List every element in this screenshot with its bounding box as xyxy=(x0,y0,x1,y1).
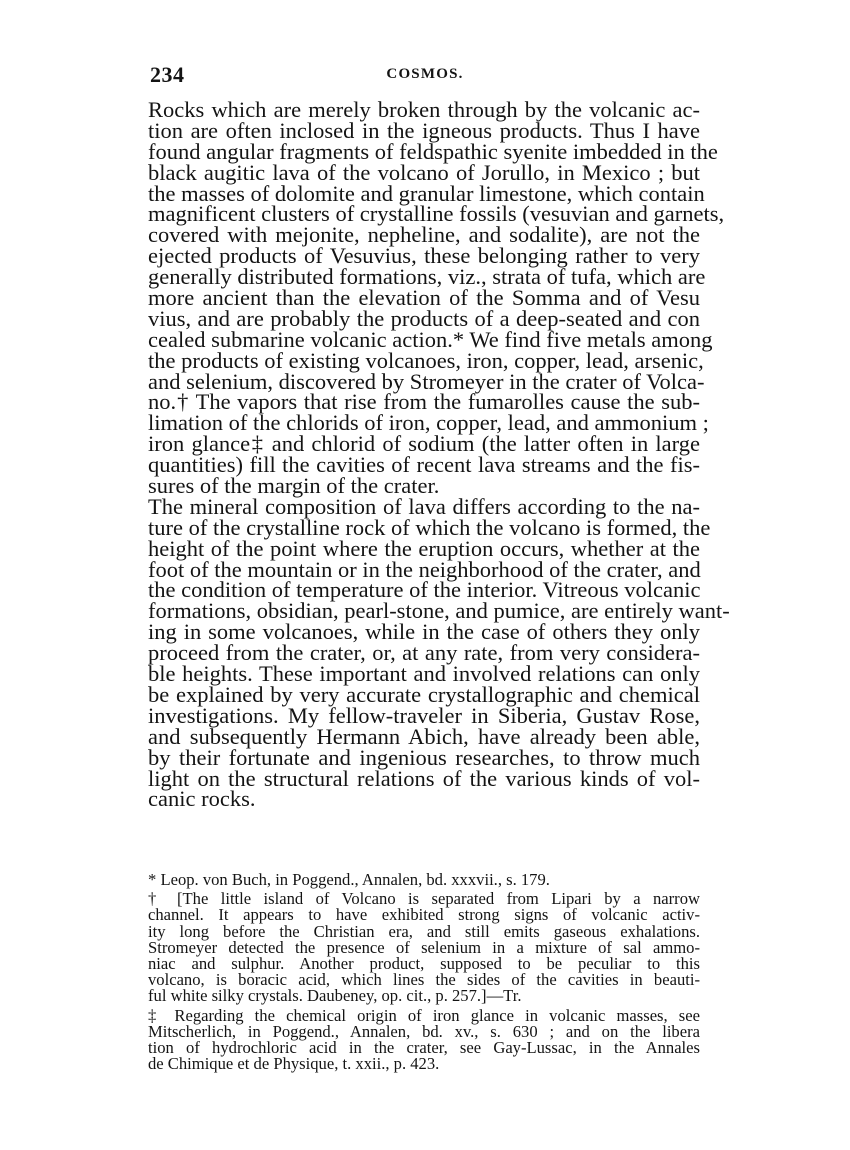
text-line: volcano, is boracic acid, which lines the sides of the cavities in beauti- xyxy=(148,970,700,990)
paragraph xyxy=(148,97,725,499)
text-line: tion of hydrochloric acid in the crater, see Gay-Lussac, in the Annales xyxy=(148,1037,700,1057)
text-line: light on the structural relations of the various kinds of vol- xyxy=(148,765,700,791)
page-number: 234 xyxy=(150,62,185,87)
text-line: channel. It appears to have exhibited strong signs of volcanic activ- xyxy=(148,905,700,925)
text-line: canic rocks. xyxy=(148,786,256,812)
text-line: ing in some volcanoes, while in the case of others they only xyxy=(148,619,700,645)
text-line: cealed submarine volcanic action.* We find five metals among xyxy=(148,326,713,352)
body-text xyxy=(148,97,730,812)
text-line: foot of the mountain or in the neighborhood of the crater, and xyxy=(148,556,701,582)
text-line: vius, and are probably the products of a deep-seated and con xyxy=(148,305,700,331)
text-line: the products of existing volcanoes, iron, copper, lead, arsenic, xyxy=(148,347,704,373)
text-line: niac and sulphur. Another product, supposed to be peculiar to this xyxy=(148,953,700,973)
footnote xyxy=(148,872,700,888)
text-line: and selenium, discovered by Stromeyer in the crater of Volca- xyxy=(148,368,705,394)
text-line: quantities) fill the cavities of recent lava streams and the fis- xyxy=(148,452,700,478)
text-line: the masses of dolomite and granular limestone, which contain xyxy=(148,180,705,206)
text-line: ‡ Regarding the chemical origin of iron glance in volcanic masses, see xyxy=(148,1005,700,1025)
text-line: generally distributed formations, viz., strata of tufa, which are xyxy=(148,264,706,290)
text-line: ity long before the Christian era, and still emits gaseous exhalations. xyxy=(148,921,700,941)
text-line: Stromeyer detected the presence of selenium in a mixture of sal ammo- xyxy=(148,937,700,957)
text-line: be explained by very accurate crystallographic and chemical xyxy=(148,681,700,707)
text-line: ble heights. These important and involved relations can only xyxy=(148,661,700,687)
text-line: covered with mejonite, nepheline, and sodalite), are not the xyxy=(148,222,700,248)
text-line: investigations. My fellow-traveler in Siberia, Gustav Rose, xyxy=(148,702,700,728)
running-title: COSMOS. xyxy=(386,66,464,82)
text-line: † [The little island of Volcano is separated from Lipari by a narrow xyxy=(148,889,700,909)
text-line: magnificent clusters of crystalline fossils (vesuvian and garnets, xyxy=(148,201,725,227)
text-line: proceed from the crater, or, at any rate, from very considera- xyxy=(148,640,700,666)
text-line: height of the point where the eruption occurs, whether at the xyxy=(148,535,700,561)
text-line: black augitic lava of the volcano of Jorullo, in Mexico ; but xyxy=(148,159,700,185)
footnotes xyxy=(148,872,700,1072)
text-line: Rocks which are merely broken through by the volcanic ac- xyxy=(148,97,700,122)
text-line: The mineral composition of lava differs according to the na- xyxy=(148,493,700,519)
text-line: formations, obsidian, pearl-stone, and pumice, are entirely want- xyxy=(148,598,730,624)
text-line: sures of the margin of the crater. xyxy=(148,473,440,499)
text-line: by their fortunate and ingenious researches, to throw much xyxy=(148,744,700,770)
text-line: no.† The vapors that rise from the fumarolles cause the sub- xyxy=(148,389,700,415)
footnote xyxy=(148,891,700,1004)
text-line: limation of the chlorids of iron, copper, lead, and ammonium ; xyxy=(148,410,709,436)
text-line: more ancient than the elevation of the Somma and of Vesu xyxy=(148,285,700,311)
text-line: and subsequently Hermann Abich, have already been able, xyxy=(148,723,700,749)
running-head xyxy=(150,62,700,94)
footnote xyxy=(148,1005,700,1074)
text-line: found angular fragments of feldspathic syenite imbedded in the xyxy=(148,138,718,164)
paragraph xyxy=(148,493,730,812)
text-line: ful white silky crystals. Daubeney, op. cit., p. 257.]—Tr. xyxy=(148,986,522,1006)
text-line: ture of the crystalline rock of which the volcano is formed, the xyxy=(148,514,711,540)
text-line: ejected products of Vesuvius, these belonging rather to very xyxy=(148,243,700,269)
text-line: the condition of temperature of the interior. Vitreous volcanic xyxy=(148,577,701,603)
text-line: Mitscherlich, in Poggend., Annalen, bd. xv., s. 630 ; and on the libera xyxy=(148,1021,700,1041)
text-line: iron glance‡ and chlorid of sodium (the latter often in large xyxy=(148,431,700,457)
text-line: * Leop. von Buch, in Poggend., Annalen, bd. xxxvii., s. 179. xyxy=(148,870,550,889)
text-line: tion are often inclosed in the igneous products. Thus I have xyxy=(148,117,700,143)
text-line: de Chimique et de Physique, t. xxii., p. 423. xyxy=(148,1054,440,1074)
